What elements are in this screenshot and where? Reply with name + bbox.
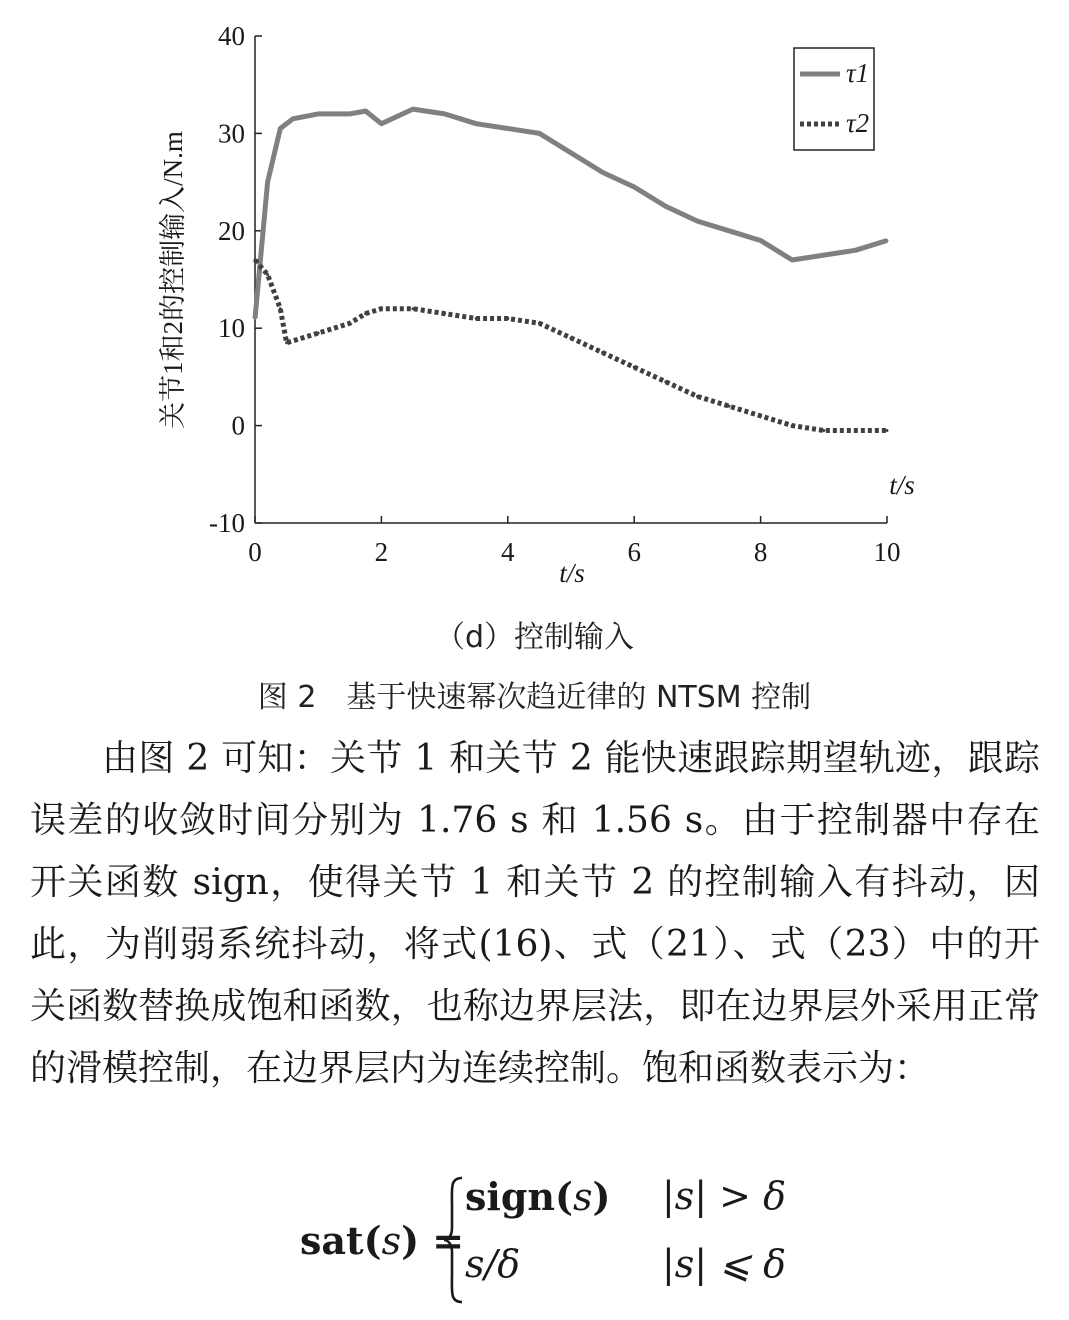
x-axis-label: [559, 558, 585, 588]
series-layer: [254, 108, 889, 432]
case1-cond: |s| > δ: [662, 1174, 786, 1218]
series-1-point: [664, 205, 667, 208]
case1-end: ): [592, 1174, 611, 1219]
series-2-point: [759, 414, 762, 417]
legend-label-tau2: τ2: [846, 108, 870, 138]
series-1-point: [886, 239, 889, 242]
y-tick-label: -10: [209, 508, 245, 538]
case2-expr: s/δ: [465, 1242, 521, 1286]
y-tick-label: 20: [218, 215, 245, 246]
brace-icon: [442, 1176, 464, 1304]
series-2-point: [254, 259, 257, 262]
series-2-point: [664, 380, 667, 383]
series-1-point: [348, 112, 351, 115]
series-2-point: [475, 317, 478, 320]
series-1-point: [475, 122, 478, 125]
body-paragraph: 由图 2 可知：关节 1 和关节 2 能快速跟踪期望轨迹，跟踪误差的收敛时间分别为 1.76 s 和 1.56 s。由于控制器中存在开关函数 sign，使得关节 1 和关节 2 的控制输入有抖动，因此，为削弱系统抖动，将式(16)、式（21）、式（23）中的开关函数替换成饱和函数，也称边界层法，即在边界层外采用正常的滑模控制，在边界层内为连续控制。饱和函数表示为：: [30, 738, 1040, 1089]
x-axis-corner-label: [889, 470, 915, 500]
series-2-point: [728, 405, 731, 408]
series-2-point: [601, 351, 604, 354]
series-1-point: [854, 249, 857, 252]
case1-condition: [662, 1174, 786, 1218]
series-1-point: [412, 108, 415, 111]
series-2-point: [854, 429, 857, 432]
saturation-equation: [300, 1168, 860, 1308]
y-tick-label: 30: [218, 118, 245, 149]
series-1-point: [279, 127, 282, 130]
series-1-point: [728, 229, 731, 232]
x-tick-label: 6: [627, 537, 641, 567]
series-1-point: [364, 109, 367, 112]
series-2-point: [791, 424, 794, 427]
series-2-point: [285, 341, 288, 344]
series-2-point: [538, 322, 541, 325]
series-1-point: [601, 171, 604, 174]
series-2-point: [443, 312, 446, 315]
series-2-point: [348, 322, 351, 325]
series-2-point: [364, 312, 367, 315]
case1-fn: sign(: [465, 1174, 574, 1219]
y-tick-label: 40: [218, 21, 245, 51]
legend: [794, 48, 874, 150]
lhs-var: s: [381, 1219, 402, 1263]
x-tick-label: 8: [753, 537, 768, 567]
series-2-point: [822, 429, 825, 432]
x-axis-corner-label-text: t/s: [889, 470, 915, 500]
series-2-point: [279, 307, 282, 310]
y-tick-label: 0: [231, 410, 245, 441]
figure-caption: 图 2 基于快速幂次趋近律的 NTSM 控制: [257, 680, 812, 715]
torque-chart: [0, 0, 1069, 600]
y-tick-label: 10: [218, 313, 245, 344]
legend-label-tau1: τ1: [846, 58, 870, 88]
series-2-point: [570, 336, 573, 339]
case1-expression: [465, 1174, 611, 1219]
series-2-point: [380, 307, 383, 310]
y-axis-label: 关节1和2的控制输入/N.m: [158, 131, 188, 429]
series-2-point: [412, 307, 415, 310]
series-1-point: [633, 185, 636, 188]
series-1-point: [570, 151, 573, 154]
series-1-point: [759, 239, 762, 242]
series-2-point: [886, 429, 889, 432]
case2-expression: [465, 1242, 520, 1286]
series-line-2: [255, 260, 887, 431]
series-line-1: [255, 109, 887, 318]
series-1-point: [317, 112, 320, 115]
series-1-point: [380, 122, 383, 125]
series-2-point: [317, 332, 320, 335]
case2-condition: [662, 1242, 786, 1286]
series-2-point: [633, 366, 636, 369]
equation-lhs: [300, 1218, 464, 1263]
series-1-point: [266, 181, 269, 184]
series-2-point: [506, 317, 509, 320]
case2-cond: |s| ⩽ δ: [662, 1242, 786, 1286]
series-2-point: [266, 273, 269, 276]
body-text: [30, 728, 1040, 1100]
lhs-fn: sat(: [300, 1218, 382, 1263]
figure-subcaption: （d）控制输入: [434, 620, 635, 655]
series-1-point: [822, 254, 825, 257]
series-1-point: [254, 317, 257, 320]
lhs-end: ) =: [401, 1218, 465, 1263]
series-1-point: [291, 117, 294, 120]
series-1-point: [443, 112, 446, 115]
series-2-point: [696, 395, 699, 398]
series-1-point: [506, 127, 509, 130]
x-tick-label: 4: [501, 537, 515, 567]
x-tick-label: 10: [873, 537, 901, 567]
series-1-point: [791, 259, 794, 262]
case1-var: s: [573, 1175, 593, 1219]
series-1-point: [696, 220, 699, 223]
x-axis-label-text: t/s: [559, 558, 585, 588]
x-tick-label: 2: [374, 537, 389, 567]
x-tick-label: 0: [248, 537, 262, 567]
plot-frame: [255, 36, 887, 523]
series-1-point: [538, 132, 541, 135]
